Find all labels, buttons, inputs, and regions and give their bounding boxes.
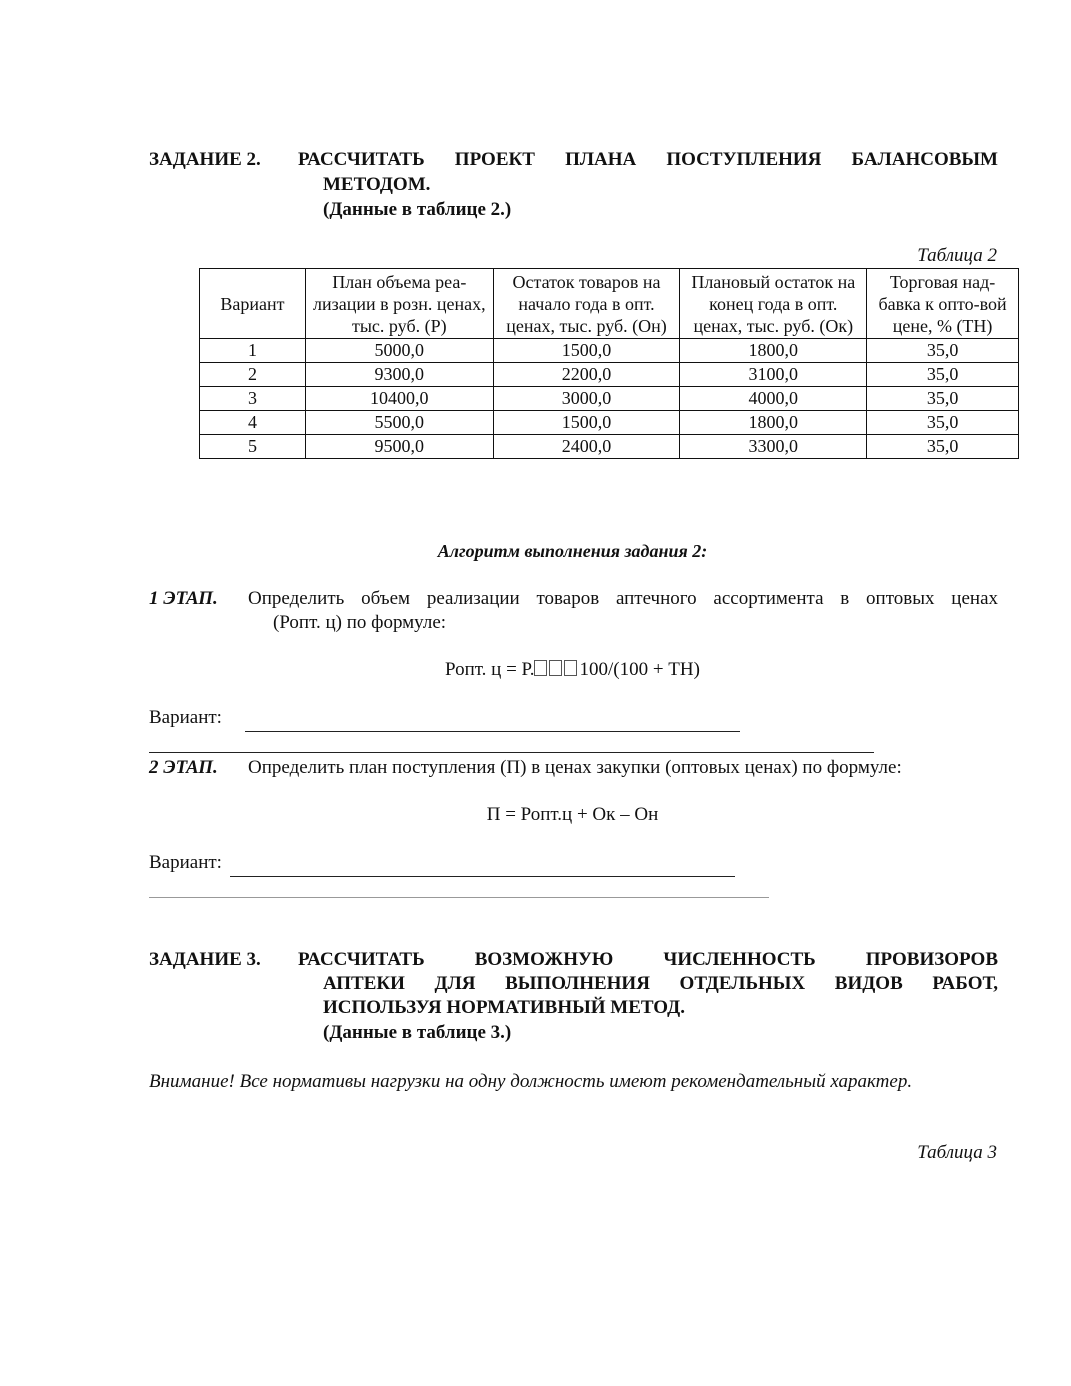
- table-cell: 3100,0: [680, 363, 867, 387]
- task2-title-line1: РАССЧИТАТЬ ПРОЕКТ ПЛАНА ПОСТУПЛЕНИЯ БАЛАНСОВЫМ: [298, 149, 998, 170]
- table-cell: 2400,0: [493, 435, 680, 459]
- table-cell: 4: [200, 411, 306, 435]
- table-cell: 1: [200, 339, 306, 363]
- table-cell: 35,0: [867, 387, 1019, 411]
- placeholder-box-icon: [534, 660, 547, 676]
- table-cell: 35,0: [867, 363, 1019, 387]
- table-cell: 35,0: [867, 339, 1019, 363]
- variant1-label: Вариант:: [149, 707, 222, 728]
- variant1-answer-line[interactable]: [245, 731, 740, 732]
- table2-header-end-stock: Плановый остаток на конец года в опт. ценах, тыс. руб. (Ок): [680, 269, 867, 339]
- stage1-text-line2: (Ропт. ц) по формуле:: [273, 612, 447, 633]
- variant2-label: Вариант:: [149, 852, 222, 873]
- placeholder-box-icon: [549, 660, 562, 676]
- table-cell: 4000,0: [680, 387, 867, 411]
- table2-header-plan: План объема реа-лизации в розн. ценах, тыс. руб. (Р): [305, 269, 493, 339]
- task3-title-line3: ИСПОЛЬЗУЯ НОРМАТИВНЫЙ МЕТОД.: [323, 997, 685, 1018]
- table2-header-variant: Вариант: [200, 269, 306, 339]
- table-cell: 1500,0: [493, 339, 680, 363]
- table-cell: 1800,0: [680, 339, 867, 363]
- table-cell: 5500,0: [305, 411, 493, 435]
- table-cell: 3300,0: [680, 435, 867, 459]
- placeholder-box-icon: [564, 660, 577, 676]
- table-cell: 1500,0: [493, 411, 680, 435]
- table2-header-markup: Торговая над-бавка к опто-вой цене, % (ТН): [867, 269, 1019, 339]
- table2-caption: Таблица 2: [917, 245, 997, 266]
- table3-caption: Таблица 3: [917, 1142, 997, 1163]
- table-row: [200, 411, 1019, 435]
- task3-data-ref: (Данные в таблице 3.): [323, 1022, 512, 1043]
- task3-title-line2: АПТЕКИ ДЛЯ ВЫПОЛНЕНИЯ ОТДЕЛЬНЫХ ВИДОВ РАБОТ,: [323, 973, 998, 994]
- table-cell: 3: [200, 387, 306, 411]
- table-cell: 2200,0: [493, 363, 680, 387]
- table-row: [200, 363, 1019, 387]
- stage1-formula: [0, 659, 1071, 681]
- task2-data-ref: (Данные в таблице 2.): [323, 199, 512, 220]
- table2-header-row: [200, 269, 1019, 339]
- stage2-label: 2 ЭТАП.: [149, 757, 218, 778]
- stage2-text: Определить план поступления (П) в ценах закупки (оптовых ценах) по формуле:: [248, 757, 902, 778]
- stage1-text-line1: Определить объем реализации товаров аптечного ассортимента в оптовых ценах: [248, 588, 998, 609]
- table-row: [200, 435, 1019, 459]
- algorithm-title: Алгоритм выполнения задания 2:: [437, 541, 708, 561]
- stage1-label: 1 ЭТАП.: [149, 588, 218, 609]
- table-cell: 10400,0: [305, 387, 493, 411]
- variant2-answer-line[interactable]: [230, 876, 735, 877]
- table-cell: 5000,0: [305, 339, 493, 363]
- table-cell: 5: [200, 435, 306, 459]
- table-cell: 2: [200, 363, 306, 387]
- task3-note: Внимание! Все нормативы нагрузки на одну должность имеют рекомендательный характер.: [149, 1071, 913, 1092]
- stage2-formula: П = Ропт.ц + Ок – Он: [486, 804, 659, 825]
- stage1-formula-start: Ропт. ц = Р.: [445, 659, 535, 680]
- table-cell: 35,0: [867, 435, 1019, 459]
- table-cell: 9300,0: [305, 363, 493, 387]
- table-cell: 9500,0: [305, 435, 493, 459]
- table-row: [200, 387, 1019, 411]
- table-row: [200, 339, 1019, 363]
- stage1-formula-end: 100/(100 + ТН): [579, 659, 700, 680]
- task2-label: ЗАДАНИЕ 2.: [149, 149, 261, 170]
- task3-label: ЗАДАНИЕ 3.: [149, 949, 261, 970]
- task2-title-line2: МЕТОДОМ.: [323, 174, 431, 195]
- table-cell: 1800,0: [680, 411, 867, 435]
- task3-title-line1: РАССЧИТАТЬ ВОЗМОЖНУЮ ЧИСЛЕННОСТЬ ПРОВИЗОРОВ: [298, 949, 998, 970]
- table2-header-start-stock: Остаток товаров на начало года в опт. ценах, тыс. руб. (Он): [493, 269, 680, 339]
- variant2-answer-line-2[interactable]: [149, 897, 769, 898]
- table-cell: 35,0: [867, 411, 1019, 435]
- variant1-answer-line-2[interactable]: [149, 752, 874, 753]
- table2: [199, 268, 1019, 459]
- table-cell: 3000,0: [493, 387, 680, 411]
